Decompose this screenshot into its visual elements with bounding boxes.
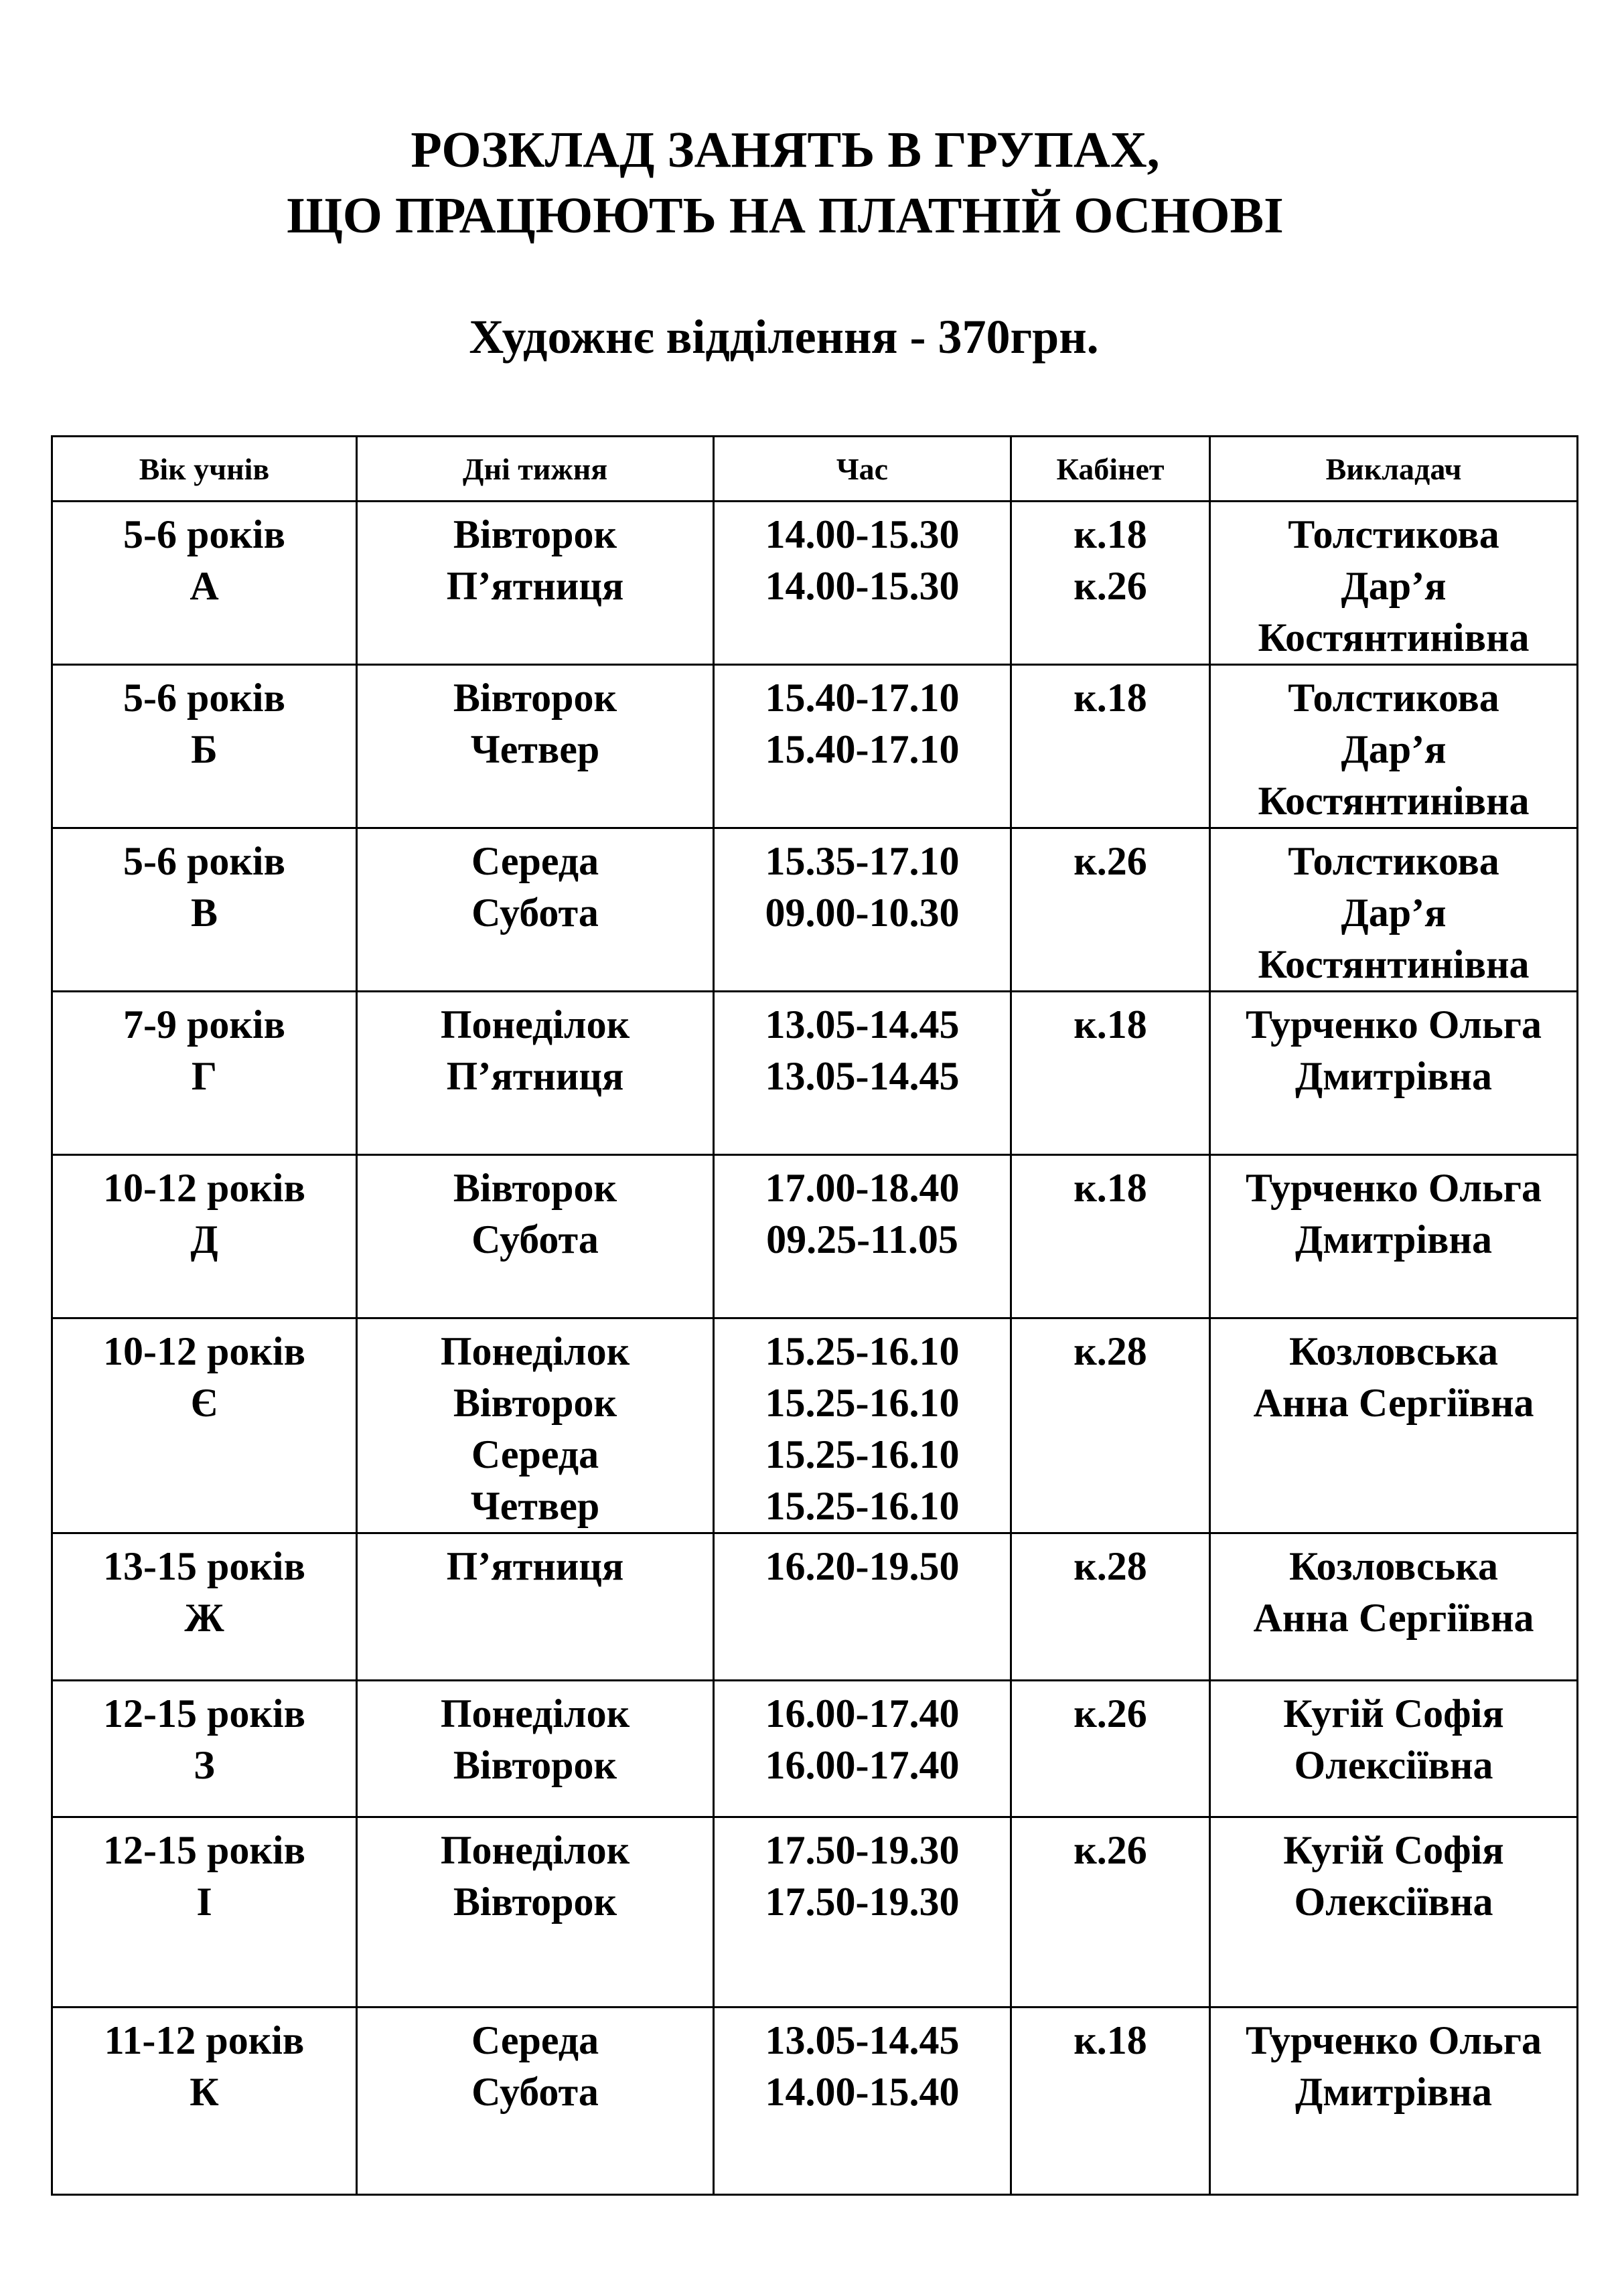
time-line: 14.00-15.30 bbox=[765, 512, 960, 556]
teacher-line: Дмитрівна bbox=[1295, 1054, 1492, 1098]
cell-age bbox=[52, 1155, 357, 1318]
age-line: 11-12 років bbox=[104, 2018, 305, 2062]
days-line: Субота bbox=[471, 1217, 599, 1262]
table-row bbox=[52, 665, 1578, 828]
cell-room bbox=[1011, 665, 1210, 828]
age-line: К bbox=[190, 2070, 219, 2114]
cell-age bbox=[52, 992, 357, 1155]
time-line: 17.50-19.30 bbox=[765, 1880, 960, 1924]
teacher-line: Кугій Софія bbox=[1283, 1691, 1504, 1736]
teacher-line: Дар’я bbox=[1341, 891, 1447, 935]
room-line: к.18 bbox=[1074, 1166, 1147, 1210]
age-line: Д bbox=[190, 1217, 218, 1262]
room-line: к.26 bbox=[1074, 1828, 1147, 1872]
cell-room bbox=[1011, 828, 1210, 992]
cell-teacher bbox=[1210, 828, 1578, 992]
age-line: 7-9 років bbox=[123, 1002, 285, 1047]
cell-days bbox=[357, 992, 714, 1155]
days-line: Вівторок bbox=[453, 512, 617, 556]
cell-teacher bbox=[1210, 992, 1578, 1155]
cell-teacher bbox=[1210, 665, 1578, 828]
room-line: к.18 bbox=[1074, 1002, 1147, 1047]
teacher-line: Костянтинівна bbox=[1258, 779, 1530, 823]
cell-teacher bbox=[1210, 2008, 1578, 2195]
teacher-line: Дар’я bbox=[1341, 727, 1447, 771]
cell-teacher bbox=[1210, 1318, 1578, 1533]
time-line: 14.00-15.30 bbox=[765, 564, 960, 608]
days-line: Субота bbox=[471, 891, 599, 935]
age-line: 5-6 років bbox=[123, 512, 285, 556]
time-line: 15.25-16.10 bbox=[765, 1484, 960, 1528]
days-line: Середа bbox=[471, 1432, 599, 1476]
cell-time bbox=[714, 1533, 1011, 1681]
room-line: к.26 bbox=[1074, 1691, 1147, 1736]
room-line: к.18 bbox=[1074, 2018, 1147, 2062]
title-line-1: РОЗКЛАД ЗАНЯТЬ В ГРУПАХ, bbox=[411, 122, 1160, 178]
cell-teacher bbox=[1210, 1681, 1578, 1817]
days-line: Субота bbox=[471, 2070, 599, 2114]
table-row bbox=[52, 1533, 1578, 1681]
cell-teacher bbox=[1210, 1817, 1578, 2008]
teacher-line: Костянтинівна bbox=[1258, 615, 1530, 660]
time-line: 13.05-14.45 bbox=[765, 1054, 960, 1098]
table-row bbox=[52, 1155, 1578, 1318]
teacher-line: Дмитрівна bbox=[1295, 1217, 1492, 1262]
cell-time bbox=[714, 1817, 1011, 2008]
cell-room bbox=[1011, 1155, 1210, 1318]
cell-room bbox=[1011, 1681, 1210, 1817]
age-line: 5-6 років bbox=[123, 839, 285, 883]
time-line: 15.40-17.10 bbox=[765, 676, 960, 720]
cell-time bbox=[714, 1155, 1011, 1318]
days-line: П’ятниця bbox=[446, 1054, 624, 1098]
title-line-2: ЩО ПРАЦЮЮТЬ НА ПЛАТНІЙ ОСНОВІ bbox=[287, 187, 1284, 244]
time-line: 09.00-10.30 bbox=[765, 891, 960, 935]
cell-time bbox=[714, 1318, 1011, 1533]
teacher-line: Костянтинівна bbox=[1258, 942, 1530, 986]
age-line: 10-12 років bbox=[103, 1329, 305, 1373]
schedule-body bbox=[52, 502, 1578, 2195]
cell-room bbox=[1011, 502, 1210, 665]
time-line: 13.05-14.45 bbox=[765, 2018, 960, 2062]
cell-age bbox=[52, 1681, 357, 1817]
days-line: П’ятниця bbox=[446, 1544, 624, 1588]
header-time: Час bbox=[714, 437, 1011, 502]
teacher-line: Олексіївна bbox=[1294, 1880, 1493, 1924]
teacher-line: Олексіївна bbox=[1294, 1743, 1493, 1787]
days-line: Середа bbox=[471, 2018, 599, 2062]
time-line: 15.40-17.10 bbox=[765, 727, 960, 771]
cell-age bbox=[52, 828, 357, 992]
cell-age bbox=[52, 665, 357, 828]
cell-time bbox=[714, 502, 1011, 665]
teacher-line: Толстикова bbox=[1288, 512, 1499, 556]
table-row bbox=[52, 828, 1578, 992]
age-line: Г bbox=[191, 1054, 218, 1098]
teacher-line: Кугій Софія bbox=[1283, 1828, 1504, 1872]
cell-days bbox=[357, 2008, 714, 2195]
teacher-line: Турченко Ольга bbox=[1245, 1166, 1542, 1210]
teacher-line: Дар’я bbox=[1341, 564, 1447, 608]
time-line: 15.25-16.10 bbox=[765, 1432, 960, 1476]
teacher-line: Дмитрівна bbox=[1295, 2070, 1492, 2114]
cell-days bbox=[357, 502, 714, 665]
cell-days bbox=[357, 1318, 714, 1533]
age-line: 12-15 років bbox=[103, 1828, 305, 1872]
cell-days bbox=[357, 1533, 714, 1681]
table-row bbox=[52, 502, 1578, 665]
time-line: 13.05-14.45 bbox=[765, 1002, 960, 1047]
days-line: П’ятниця bbox=[446, 564, 624, 608]
header-days: Дні тижня bbox=[357, 437, 714, 502]
cell-days bbox=[357, 1817, 714, 2008]
days-line: Вівторок bbox=[453, 676, 617, 720]
age-line: Б bbox=[191, 727, 218, 771]
days-line: Вівторок bbox=[453, 1880, 617, 1924]
header-age: Вік учнів bbox=[52, 437, 357, 502]
cell-teacher bbox=[1210, 1155, 1578, 1318]
age-line: Ж bbox=[184, 1596, 224, 1640]
cell-days bbox=[357, 665, 714, 828]
header-row bbox=[52, 437, 1578, 502]
time-line: 17.50-19.30 bbox=[765, 1828, 960, 1872]
age-line: 10-12 років bbox=[103, 1166, 305, 1210]
age-line: 13-15 років bbox=[103, 1544, 305, 1588]
days-line: Понеділок bbox=[440, 1002, 630, 1047]
subtitle: Художнє відділення - 370грн. bbox=[469, 310, 1099, 364]
cell-teacher bbox=[1210, 1533, 1578, 1681]
cell-time bbox=[714, 992, 1011, 1155]
time-line: 16.20-19.50 bbox=[765, 1544, 960, 1588]
cell-time bbox=[714, 1681, 1011, 1817]
time-line: 15.35-17.10 bbox=[765, 839, 960, 883]
room-line: к.18 bbox=[1074, 676, 1147, 720]
time-line: 16.00-17.40 bbox=[765, 1691, 960, 1736]
teacher-line: Турченко Ольга bbox=[1245, 2018, 1542, 2062]
days-line: Четвер bbox=[470, 1484, 600, 1528]
age-line: 5-6 років bbox=[123, 676, 285, 720]
teacher-line: Толстикова bbox=[1288, 676, 1499, 720]
teacher-line: Козловська bbox=[1289, 1544, 1498, 1588]
teacher-line: Козловська bbox=[1289, 1329, 1498, 1373]
teacher-line: Анна Сергіївна bbox=[1253, 1381, 1534, 1425]
time-line: 09.25-11.05 bbox=[766, 1217, 958, 1262]
room-line: к.18 bbox=[1074, 512, 1147, 556]
cell-room bbox=[1011, 1533, 1210, 1681]
table-row bbox=[52, 1318, 1578, 1533]
teacher-line: Анна Сергіївна bbox=[1253, 1596, 1534, 1640]
teacher-line: Турченко Ольга bbox=[1245, 1002, 1542, 1047]
age-line: І bbox=[196, 1880, 212, 1924]
cell-room bbox=[1011, 2008, 1210, 2195]
days-line: Четвер bbox=[470, 727, 600, 771]
time-line: 15.25-16.10 bbox=[765, 1381, 960, 1425]
time-line: 17.00-18.40 bbox=[765, 1166, 960, 1210]
time-line: 15.25-16.10 bbox=[765, 1329, 960, 1373]
cell-age bbox=[52, 1533, 357, 1681]
age-line: В bbox=[190, 891, 218, 935]
room-line: к.28 bbox=[1074, 1544, 1147, 1588]
time-line: 14.00-15.40 bbox=[765, 2070, 960, 2114]
schedule-table bbox=[51, 435, 1578, 2196]
days-line: Понеділок bbox=[440, 1691, 630, 1736]
time-line: 16.00-17.40 bbox=[765, 1743, 960, 1787]
table-row bbox=[52, 992, 1578, 1155]
table-row bbox=[52, 1817, 1578, 2008]
room-line: к.26 bbox=[1074, 839, 1147, 883]
age-line: Є bbox=[190, 1381, 218, 1425]
cell-teacher bbox=[1210, 502, 1578, 665]
cell-days bbox=[357, 828, 714, 992]
age-line: З bbox=[194, 1743, 215, 1787]
days-line: Понеділок bbox=[440, 1329, 630, 1373]
age-line: А bbox=[190, 564, 219, 608]
header-teacher: Викладач bbox=[1210, 437, 1578, 502]
cell-time bbox=[714, 828, 1011, 992]
days-line: Понеділок bbox=[440, 1828, 630, 1872]
cell-days bbox=[357, 1155, 714, 1318]
cell-time bbox=[714, 2008, 1011, 2195]
table-row bbox=[52, 1681, 1578, 1817]
teacher-line: Толстикова bbox=[1288, 839, 1499, 883]
cell-age bbox=[52, 1318, 357, 1533]
days-line: Вівторок bbox=[453, 1381, 617, 1425]
age-line: 12-15 років bbox=[103, 1691, 305, 1736]
cell-age bbox=[52, 502, 357, 665]
cell-room bbox=[1011, 1318, 1210, 1533]
days-line: Середа bbox=[471, 839, 599, 883]
cell-room bbox=[1011, 1817, 1210, 2008]
room-line: к.28 bbox=[1074, 1329, 1147, 1373]
days-line: Вівторок bbox=[453, 1743, 617, 1787]
cell-room bbox=[1011, 992, 1210, 1155]
table-row bbox=[52, 2008, 1578, 2195]
cell-age bbox=[52, 2008, 357, 2195]
days-line: Вівторок bbox=[453, 1166, 617, 1210]
cell-days bbox=[357, 1681, 714, 1817]
cell-time bbox=[714, 665, 1011, 828]
room-line: к.26 bbox=[1074, 564, 1147, 608]
header-room: Кабінет bbox=[1011, 437, 1210, 502]
cell-age bbox=[52, 1817, 357, 2008]
